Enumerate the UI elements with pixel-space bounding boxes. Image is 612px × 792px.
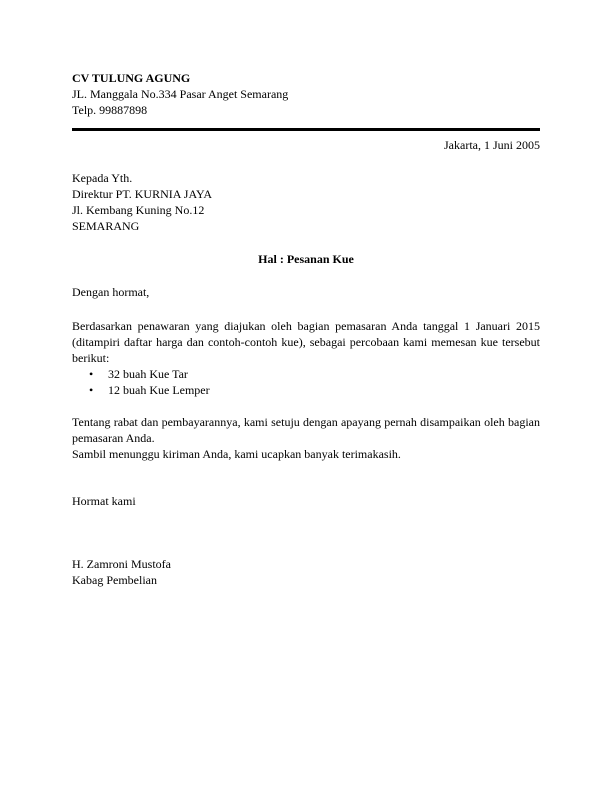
recipient-city: SEMARANG [72, 219, 140, 233]
company-phone: Telp. 99887898 [72, 103, 148, 117]
list-item [72, 382, 540, 398]
letter-date: Jakarta, 1 Juni 2005 [444, 138, 540, 152]
order-item-list [72, 366, 540, 398]
letterhead-divider [72, 128, 540, 131]
signature-block [72, 556, 540, 588]
body-paragraph-2: Tentang rabat dan pembayarannya, kami setuju dengan apayang pernah disampaikan oleh bagian pemasaran Anda. [72, 415, 540, 445]
salutation: Dengan hormat, [72, 285, 150, 299]
recipient-block [72, 170, 540, 234]
closing: Hormat kami [72, 494, 136, 508]
recipient-street: Jl. Kembang Kuning No.12 [72, 203, 205, 217]
company-name: CV TULUNG AGUNG [72, 71, 191, 85]
list-item [72, 366, 540, 382]
signer-title: Kabag Pembelian [72, 573, 157, 587]
letterhead [72, 70, 540, 118]
order-item-label: 32 buah Kue Tar [108, 367, 188, 381]
letter-subject: Hal : Pesanan Kue [258, 252, 354, 266]
recipient-name: Direktur PT. KURNIA JAYA [72, 187, 213, 201]
bullet-icon: • [89, 367, 94, 381]
letter-page [72, 70, 540, 588]
body-paragraph-3: Sambil menunggu kiriman Anda, kami ucapkan banyak terimakasih. [72, 447, 401, 461]
order-item-label: 12 buah Kue Lemper [108, 383, 210, 397]
signer-name: H. Zamroni Mustofa [72, 557, 171, 571]
body-paragraph-1: Berdasarkan penawaran yang diajukan oleh bagian pemasaran Anda tanggal 1 Januari 2015 (ditampiri daftar harga dan contoh-contoh kue), sebagai percobaan kami memesan kue tersebut berikut: [72, 319, 540, 365]
bullet-icon: • [89, 383, 94, 397]
company-address: JL. Manggala No.334 Pasar Anget Semarang [72, 87, 289, 101]
recipient-greeting: Kepada Yth. [72, 171, 133, 185]
